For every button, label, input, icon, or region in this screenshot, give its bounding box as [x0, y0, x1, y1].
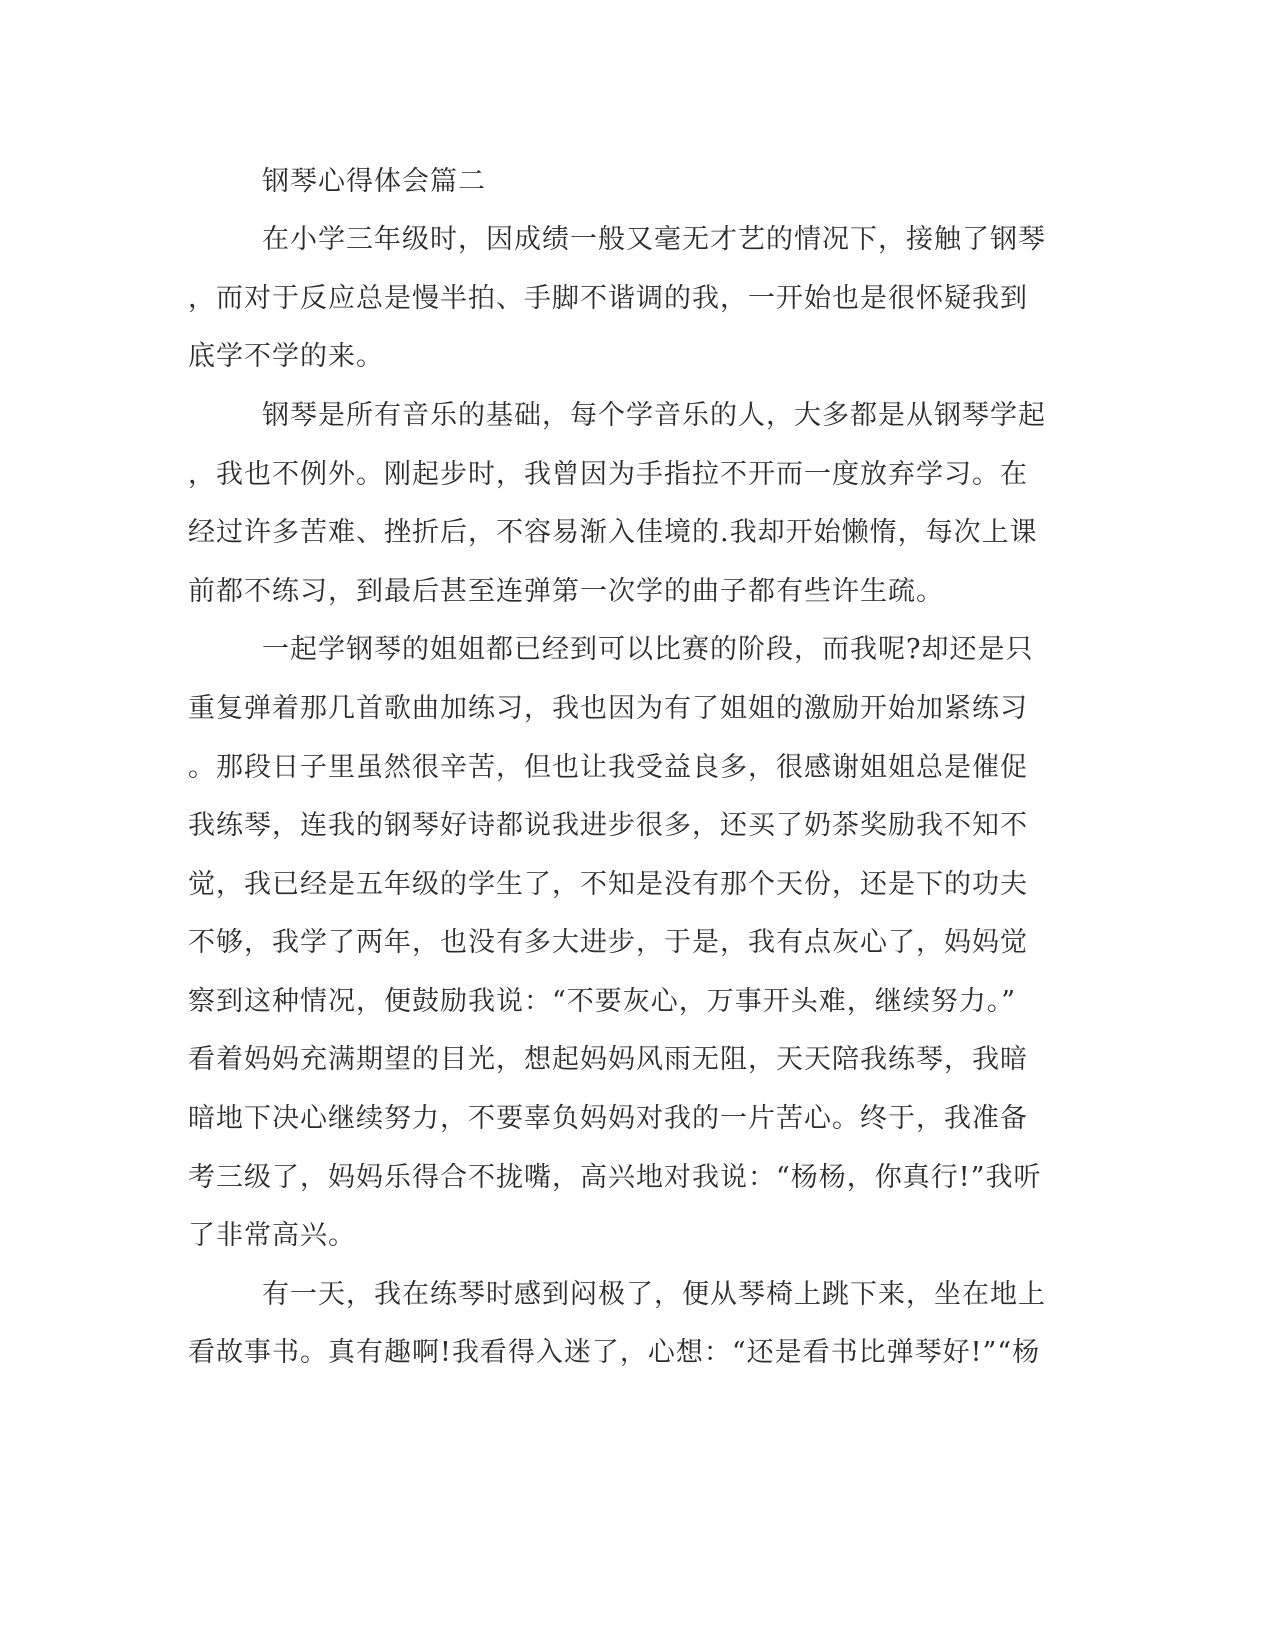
paragraph-1-line-2: ，而对于反应总是慢半拍、手脚不谐调的我，一开始也是很怀疑我到 — [188, 283, 1028, 314]
paragraph-2-line-3: 经过许多苦难、挫折后，不容易渐入佳境的.我却开始懒惰，每次上课 — [188, 517, 1038, 548]
paragraph-4-line-2: 看故事书。真有趣啊!我看得入迷了，心想：“还是看书比弹琴好!”“杨 — [188, 1337, 1041, 1368]
paragraph-3-line-6: 不够，我学了两年，也没有多大进步，于是，我有点灰心了，妈妈觉 — [188, 927, 1028, 958]
paragraph-3-line-11: 了非常高兴。 — [188, 1220, 356, 1251]
paragraph-3-line-9: 暗地下决心继续努力，不要辜负妈妈对我的一片苦心。终于，我准备 — [188, 1103, 1028, 1134]
paragraph-2-line-2: ，我也不例外。刚起步时，我曾因为手指拉不开而一度放弃学习。在 — [188, 459, 1028, 490]
paragraph-3-line-10: 考三级了，妈妈乐得合不拢嘴，高兴地对我说：“杨杨，你真行!”我听 — [188, 1162, 1042, 1193]
paragraph-1-line-1: 在小学三年级时，因成绩一般又毫无才艺的情况下，接触了钢琴 — [262, 224, 1046, 255]
paragraph-2-line-4: 前都不练习，到最后甚至连弹第一次学的曲子都有些许生疏。 — [188, 576, 944, 607]
paragraph-3-line-7: 察到这种情况，便鼓励我说：“不要灰心，万事开头难，继续努力。” — [188, 986, 1017, 1017]
paragraph-3-line-5: 觉，我已经是五年级的学生了，不知是没有那个天份，还是下的功夫 — [188, 869, 1028, 900]
paragraph-4-line-1: 有一天，我在练琴时感到闷极了，便从琴椅上跳下来，坐在地上 — [262, 1279, 1046, 1310]
document-title: 钢琴心得体会篇二 — [262, 166, 486, 197]
paragraph-3-line-3: 。那段日子里虽然很辛苦，但也让我受益良多，很感谢姐姐总是催促 — [188, 752, 1028, 783]
paragraph-3-line-8: 看着妈妈充满期望的目光，想起妈妈风雨无阻，天天陪我练琴，我暗 — [188, 1044, 1028, 1075]
paragraph-2-line-1: 钢琴是所有音乐的基础，每个学音乐的人，大多都是从钢琴学起 — [262, 400, 1046, 431]
paragraph-3-line-4: 我练琴，连我的钢琴好诗都说我进步很多，还买了奶茶奖励我不知不 — [188, 810, 1028, 841]
paragraph-1-line-3: 底学不学的来。 — [188, 341, 384, 372]
paragraph-3-line-2: 重复弹着那几首歌曲加练习，我也因为有了姐姐的激励开始加紧练习 — [188, 693, 1028, 724]
paragraph-3-line-1: 一起学钢琴的姐姐都已经到可以比赛的阶段，而我呢?却还是只 — [262, 634, 1034, 665]
